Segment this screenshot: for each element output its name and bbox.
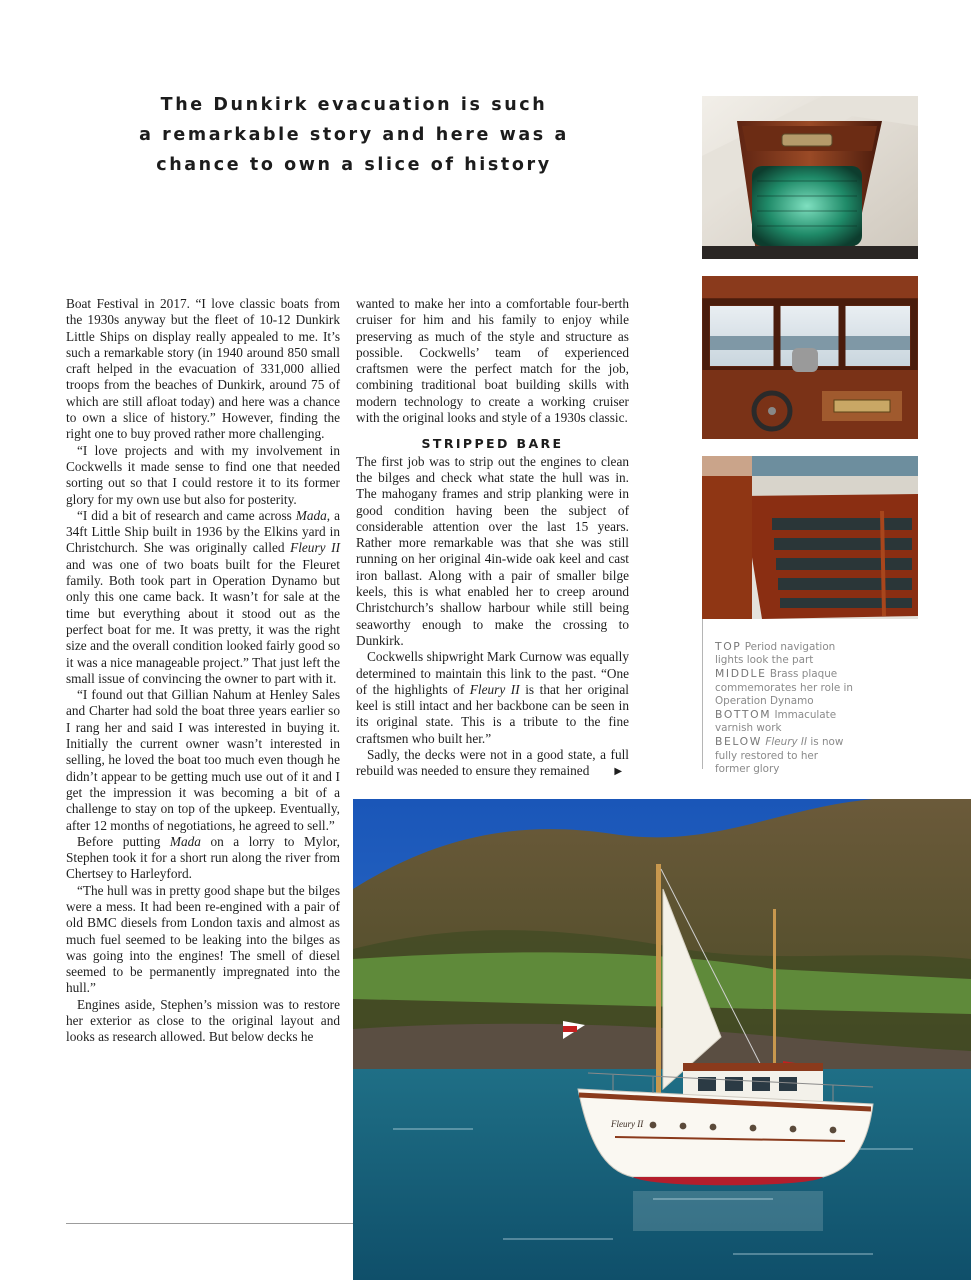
article-paragraph-text	[356, 747, 629, 778]
photo-navigation-light	[702, 96, 918, 259]
article-paragraph	[66, 443, 340, 508]
photo-fleury-ii-restored	[353, 799, 971, 1280]
page-footer-rule	[66, 1223, 353, 1224]
text-run: Boat Festival in 2017. “I love classic boats from the 1930s anyway but the fleet of 10-12 Dunkirk Little Ships on display really appealed to me. It’s such a remarkable story (in 1940 around 850 small craft helped in the evacuation of 331,000 allied troops from the beaches of Dunkirk, around 75 of which are still afloat today) and here was a chance to own a slice of history.” However, finding the right one to buy proved rather more challenging.	[66, 296, 340, 442]
text-run: fully restored to her	[715, 749, 819, 762]
caption-line	[715, 722, 865, 735]
pull-quote-line: The Dunkirk evacuation is such	[160, 95, 548, 115]
article-paragraph	[356, 454, 629, 650]
caption-line	[715, 640, 865, 654]
text-run: The first job was to strip out the engines to clean the bilges and check what state the hull was in. The mahogany frames and strip planking were in good condition having been the subject of considerable attention over the last 15 years. Rather more remarkable was that she was still running on her original 4in-wide oak keel and cast iron ballast. Along with a pair of smaller bilge keels, this is what enabled her to creep around Christchurch’s shallow harbour while still being seaworthy enough to make the crossing to Dunkirk.	[356, 453, 629, 648]
caption-line	[715, 654, 865, 667]
article-paragraph	[356, 649, 629, 747]
text-run: , a 34ft Little Ship built in 1936 by the Elkins yard in Christchurch. She was originally called	[66, 507, 340, 556]
pull-quote-line: chance to own a slice of history	[156, 155, 552, 175]
sailing-boat-illustration	[353, 799, 971, 1280]
caption-line	[715, 735, 865, 749]
article-paragraph	[66, 687, 340, 834]
italic-text: Mada	[169, 833, 201, 849]
text-run: Engines aside, Stephen’s mission was to restore her exterior as close to the original layout and looks as research allowed. But below decks he	[66, 996, 340, 1045]
text-run: is now	[807, 736, 844, 749]
article-column-1	[66, 296, 340, 1046]
caption-keyword: BELOW	[715, 735, 763, 749]
caption-line	[715, 750, 865, 763]
italic-text: Mada	[295, 507, 327, 523]
caption-line	[715, 682, 865, 695]
article-paragraph	[356, 296, 629, 426]
caption-line	[715, 667, 865, 681]
text-run: “I did a bit of research and came across	[77, 507, 296, 523]
text-run: varnish work	[715, 722, 782, 735]
caption-line	[715, 763, 865, 776]
caption-line	[715, 708, 865, 722]
navigation-light-illustration	[702, 96, 918, 259]
caption-line	[715, 695, 865, 708]
text-run: Before putting	[77, 833, 170, 849]
text-run: is that her original keel is still intact and her backbone can be seen in its original state. This is a tribute to the fine craftsmen who built her.”	[356, 681, 629, 746]
text-run: Immaculate	[771, 709, 837, 722]
text-run: former glory	[715, 762, 780, 775]
text-run: Sadly, the decks were not in a good state, a full rebuild was needed to ensure they remained	[356, 747, 629, 779]
article-paragraph	[66, 883, 340, 997]
caption-keyword: BOTTOM	[715, 708, 772, 722]
pull-quote	[130, 90, 578, 180]
article-paragraph	[356, 747, 629, 780]
text-run: on a lorry to Mylor, Stephen took it for a short run along the river from Chertsey to Harleyford.	[66, 833, 340, 882]
article-paragraph	[66, 296, 340, 443]
text-run: commemorates her role in	[715, 681, 854, 694]
photo-caption	[715, 640, 865, 776]
article-paragraph	[66, 834, 340, 883]
text-run: wanted to make her into a comfortable four-berth cruiser for him and his family to enjoy while preserving as much of the style and structure as possible. Cockwells’ team of experienced craftsmen were the perfect match for the job, combining traditional boat building skills with modern technology to create a working cruiser with the original looks and style of a 1930s classic.	[356, 296, 629, 426]
article-paragraph	[66, 508, 340, 687]
varnish-hatch-illustration	[702, 456, 918, 619]
italic-text: Fleury II	[469, 681, 520, 697]
text-run: lights look the part	[715, 654, 814, 667]
caption-divider	[702, 619, 703, 769]
photo-wheelhouse-interior	[702, 276, 918, 439]
italic-text: Fleury II	[290, 540, 340, 556]
italic-text: Fleury II	[765, 736, 808, 749]
section-subheading: STRIPPED BARE	[421, 436, 564, 452]
text-run: Brass plaque	[766, 668, 838, 681]
caption-keyword: MIDDLE	[715, 667, 767, 681]
continue-arrow-icon: ▶	[614, 766, 623, 778]
pull-quote-line: a remarkable story and here was a	[139, 125, 569, 145]
text-run: “I love projects and with my involvement in Cockwells it made sense to find one that needed sorting out so that I could restore it to its former glory for my own use but also for posterity.	[66, 442, 340, 507]
article-column-2	[356, 296, 629, 780]
text-run: “The hull was in pretty good shape but the bilges were a mess. It had been re-engined with a pair of old BMC diesels from London taxis and almost as much fuel seemed to be leaking into the bilges as was going into the engines! The smell of diesel seemed to be permanently impregnated into the hull.”	[66, 882, 340, 996]
text-run: Period navigation	[741, 641, 836, 653]
boat-nameplate: Fleury II	[611, 1119, 644, 1129]
text-run: Cockwells shipwright Mark Curnow was equally determined to maintain this link to the past. “One of the highlights of	[356, 649, 629, 697]
text-run: Operation Dynamo	[715, 694, 814, 707]
text-run: “I found out that Gillian Nahum at Henley Sales and Charter had sold the boat three years earlier so I rang her and said I was interested in buying it. Initially the current owner wasn’t interested in selling, he loved the boat too much even though he didn’t appear to be getting much use out of it and I get the impression it was becoming a bit of a challenge to stay on top of the upkeep. Eventually, after 12 months of negotiations, he agreed to sell.”	[66, 687, 340, 833]
photo-varnish-work	[702, 456, 918, 619]
caption-keyword: TOP	[715, 640, 742, 653]
text-run: and was one of two boats built for the Fleuret family. Both took part in Operation Dynamo but only this one came back. It wasn’t for sale at the time but everything about it stood out as the perfect boat for me. It was pretty, it was the right size and the overall condition looked fairly good so it was a nice manageable project.” That just left the small issue of convincing the owner to part with it.	[66, 556, 340, 686]
article-paragraph	[66, 997, 340, 1046]
wheelhouse-illustration	[702, 276, 918, 439]
